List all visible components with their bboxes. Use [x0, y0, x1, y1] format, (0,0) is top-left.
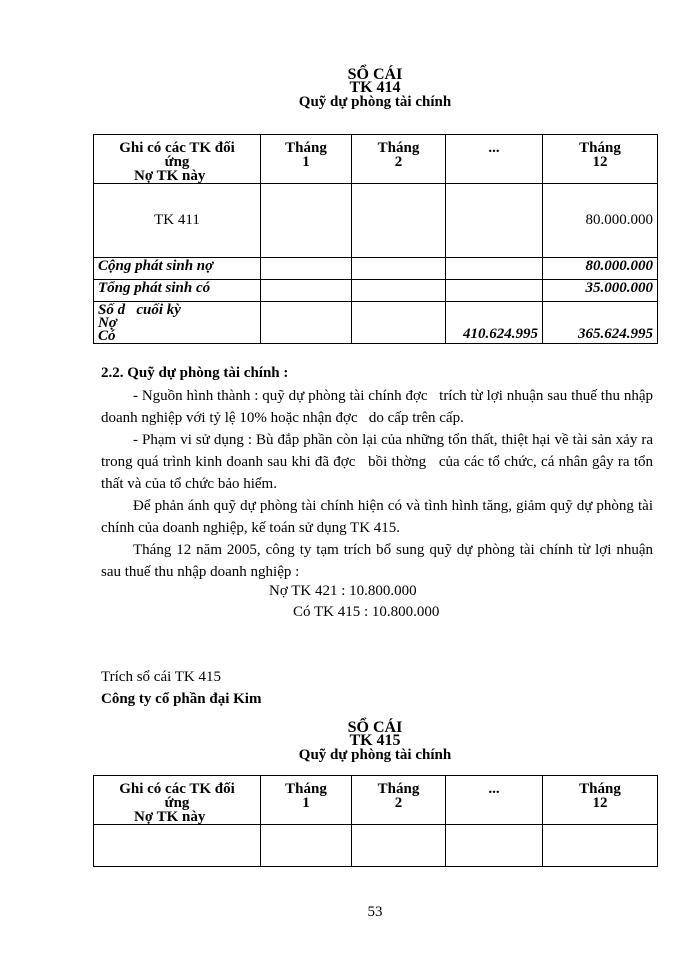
- ledger1-cell: [352, 258, 446, 280]
- paragraph-source: - Nguồn hình thành : quỹ dự phòng tài chính đợc trích từ lợi nhuận sau thuế thu nhập doanh nghiệp với tỷ lệ 10% hoặc nhận đợc do cấp trên cấp.: [101, 388, 657, 426]
- ledger2-table: [93, 775, 658, 867]
- ledger2-cell: [352, 825, 446, 867]
- ledger2-cell: [446, 825, 543, 867]
- balance-line: Số d cuối kỳ: [98, 302, 181, 318]
- header-line: Tháng: [377, 140, 420, 156]
- ledger1-row-balance: [94, 302, 658, 344]
- header-line: 1: [302, 154, 310, 170]
- ledger2-cell: [261, 825, 352, 867]
- header-line: 12: [592, 795, 608, 811]
- ledger1-tk411-label: TK 411: [94, 184, 261, 258]
- ledger1-title-main: SỔ CÁI: [347, 66, 403, 83]
- header-line: ứng: [164, 795, 190, 811]
- ledger1-cell: [261, 280, 352, 302]
- ledger1-cell: [261, 258, 352, 280]
- ledger1-cell: [446, 280, 543, 302]
- ledger2-header-account: [94, 776, 261, 825]
- ledger1-balance-ellipsis: 410.624.995: [446, 302, 543, 344]
- ledger2-empty-row: [94, 825, 658, 867]
- ledger1-balance-m12: 365.624.995: [543, 302, 658, 344]
- section-heading: 2.2. Quỹ dự phòng tài chính :: [101, 365, 289, 381]
- ledger2-title: [0, 721, 700, 747]
- ledger1-header-account: [94, 135, 261, 184]
- ledger2-header-month12: [543, 776, 658, 825]
- ledger2-header-month1: [261, 776, 352, 825]
- header-line: Tháng: [579, 140, 621, 156]
- paragraph-reflect: Để phản ánh quỹ dự phòng tài chính hiện có và tình hình tăng, giảm quỹ dự phòng tài chính của doanh nghiệp, kế toán sử dụng TK 415.: [101, 498, 653, 536]
- ledger1-header-month2: [352, 135, 446, 184]
- ledger2-header-month2: [352, 776, 446, 825]
- balance-line: Có: [98, 328, 116, 344]
- ledger1-debit-label: Cộng phát sinh nợ: [94, 258, 261, 280]
- ledger2-header-row: [94, 776, 658, 825]
- balance-line: Nợ: [98, 315, 117, 331]
- ledger1-header-month1: [261, 135, 352, 184]
- ledger1-cell: [352, 184, 446, 258]
- ledger1-debit-m12: 80.000.000: [543, 258, 658, 280]
- paragraph-december: Tháng 12 năm 2005, công ty tạm trích bổ sung quỹ dự phòng tài chính từ lợi nhuận sau thuế thu nhập doanh nghiệp :: [101, 542, 653, 580]
- header-line: Ghi có các TK đối: [119, 140, 235, 156]
- paragraph-scope: - Phạm vi sử dụng : Bù đắp phần còn lại của những tổn thất, thiệt hại về tài sản xảy ra trong quá trình kinh doanh sau khi đã đợc bồi thờng của các tổ chức, cá nhân gây ra tổn thất và của tổ chức bảo hiểm.: [101, 432, 657, 492]
- header-line: 1: [302, 795, 310, 811]
- excerpt-label: Trích sổ cái TK 415: [101, 669, 221, 685]
- ledger2-title-account: TK 415: [349, 732, 401, 749]
- ledger1-credit-m12: 35.000.000: [543, 280, 658, 302]
- ledger1-tk411-m12: 80.000.000: [543, 184, 658, 258]
- header-line: 2: [394, 795, 403, 811]
- header-line: Tháng: [377, 781, 420, 797]
- ledger2-cell: [543, 825, 658, 867]
- entry-credit: Có TK 415 : 10.800.000: [293, 604, 440, 620]
- header-line: Nợ TK này: [134, 168, 206, 184]
- ledger1-header-ellipsis: ...: [446, 135, 543, 184]
- page-number: 53: [367, 904, 383, 920]
- ledger1-cell: [446, 258, 543, 280]
- ledger1-cell: [352, 302, 446, 344]
- ledger1-table: [93, 134, 658, 344]
- header-line: Tháng: [579, 781, 621, 797]
- ledger1-row-tk411: [94, 184, 658, 258]
- header-line: Tháng: [285, 781, 327, 797]
- ledger1-title-name: Quỹ dự phòng tài chính: [298, 94, 452, 110]
- header-line: ứng: [164, 154, 190, 170]
- ledger1-title: [0, 68, 700, 94]
- ledger1-header-month12: [543, 135, 658, 184]
- ledger1-row-debit: [94, 258, 658, 280]
- entry-debit: Nợ TK 421 : 10.800.000: [269, 583, 417, 599]
- ledger2-title-main: SỔ CÁI: [347, 719, 403, 736]
- ledger1-credit-label: Tổng phát sinh có: [94, 280, 261, 302]
- ledger2-title-name: Quỹ dự phòng tài chính: [298, 747, 452, 763]
- ledger1-cell: [446, 184, 543, 258]
- ledger2-cell: [94, 825, 261, 867]
- ledger1-cell: [261, 184, 352, 258]
- header-line: Nợ TK này: [134, 809, 206, 825]
- ledger1-title-account: TK 414: [349, 79, 401, 96]
- header-line: Ghi có các TK đối: [119, 781, 235, 797]
- ledger1-header-row: [94, 135, 658, 184]
- header-line: Tháng: [285, 140, 327, 156]
- company-name: Công ty cổ phần đại Kim: [101, 691, 262, 707]
- ledger1-cell: [261, 302, 352, 344]
- header-line: 12: [592, 154, 608, 170]
- ledger1-cell: [352, 280, 446, 302]
- header-line: 2: [394, 154, 403, 170]
- ledger1-row-credit: [94, 280, 658, 302]
- ledger1-balance-label: [94, 302, 261, 344]
- ledger2-header-ellipsis: ...: [446, 776, 543, 825]
